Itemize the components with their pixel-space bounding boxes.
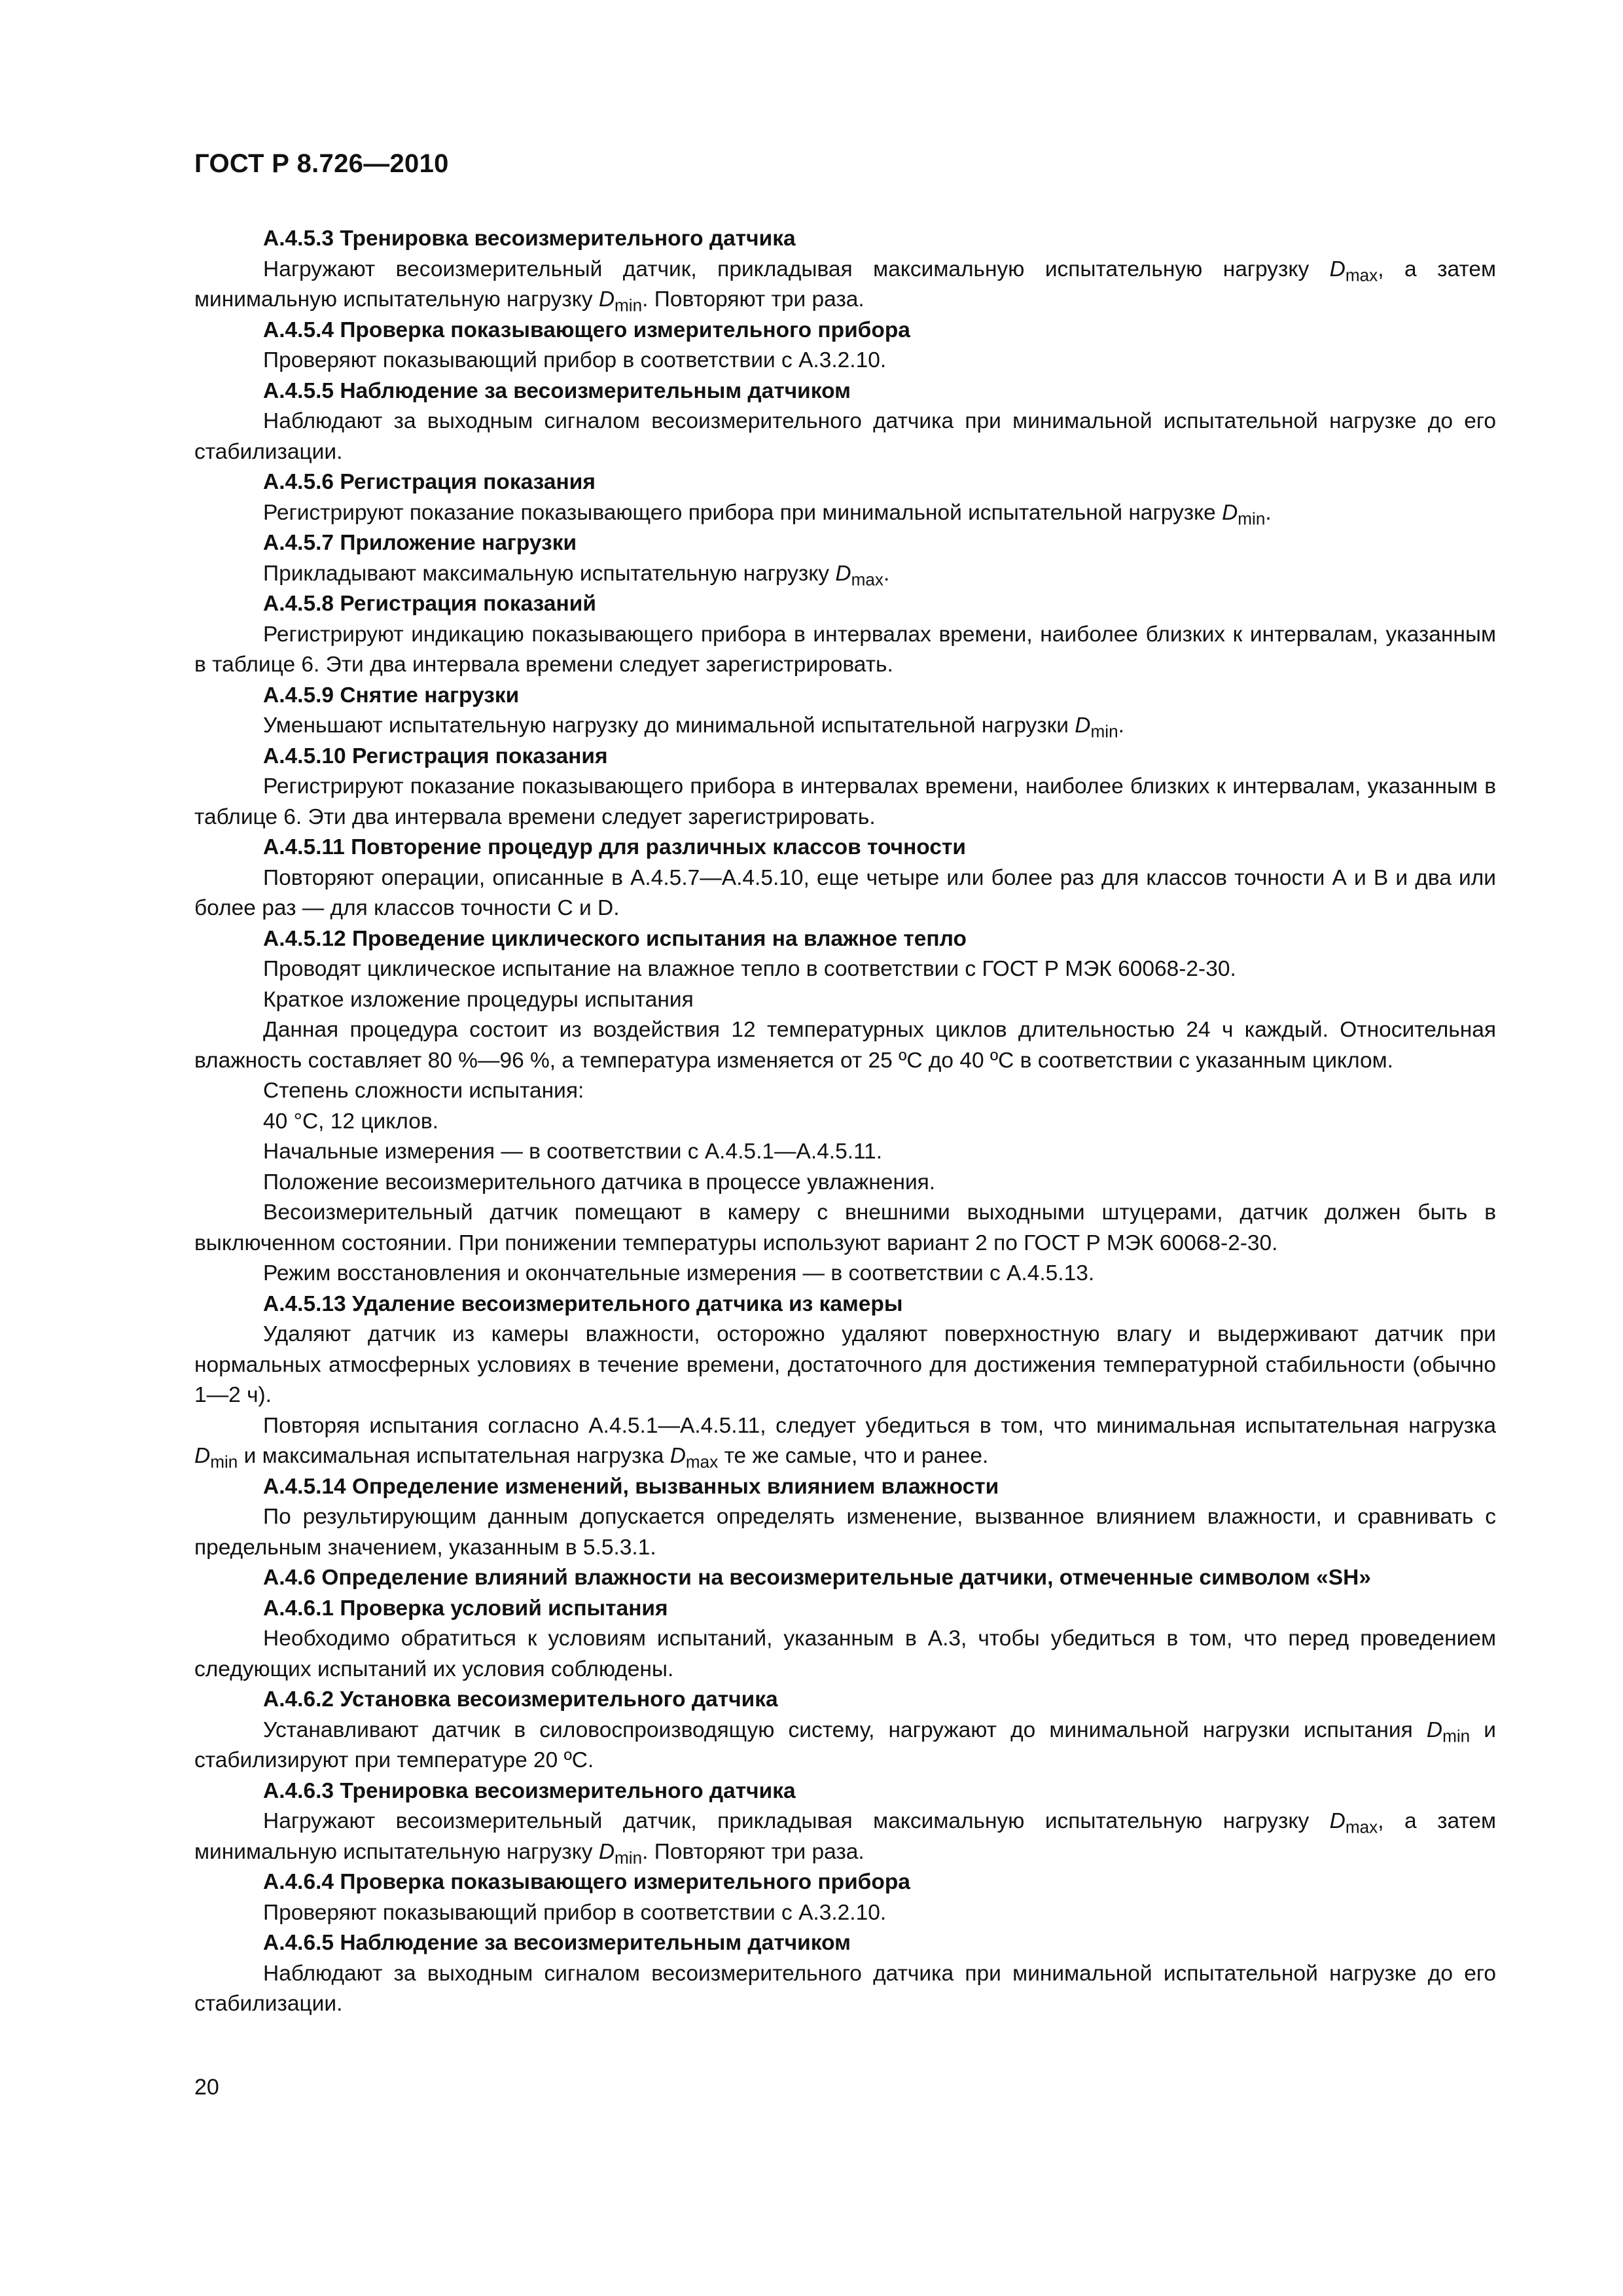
paragraph: Нагружают весоизмерительный датчик, прикладывая максимальную испытательную нагрузку $D_{max}$, а затем минимальную испытательную нагрузку $D_{min}$. Повторяют три раза. [194,257,1496,315]
heading-a4-5-6: А.4.5.6 Регистрация показания [263,470,596,494]
paragraph: Положение весоизмерительного датчика в процессе увлажнения. [263,1170,936,1194]
paragraph: Нагружают весоизмерительный датчик, прикладывая максимальную испытательную нагрузку $D_{max}$, а затем минимальную испытательную нагрузку $D_{min}$. Повторяют три раза. [194,1809,1496,1867]
document-body [194,224,1496,2020]
heading-a4-5-9: А.4.5.9 Снятие нагрузки [263,683,520,708]
paragraph: Прикладывают максимальную испытательную нагрузку $D_{max}$. [263,561,890,589]
heading-a4-5-3: А.4.5.3 Тренировка весоизмерительного датчика [263,226,796,251]
document-header: ГОСТ Р 8.726—2010 [194,149,449,178]
paragraph: Необходимо обратиться к условиям испытаний, указанным в А.3, чтобы убедиться в том, что перед проведением следующих испытаний их условия соблюдены. [194,1626,1496,1681]
paragraph: Регистрируют показание показывающего прибора при минимальной испытательной нагрузке $D_{min}$. [263,500,1272,528]
heading-a4-6-4: А.4.6.4 Проверка показывающего измерительного прибора [263,1870,910,1894]
heading-a4-5-10: А.4.5.10 Регистрация показания [263,744,608,768]
paragraph: Начальные измерения — в соответствии с А.4.5.1—А.4.5.11. [263,1139,883,1164]
heading-a4-5-7: А.4.5.7 Приложение нагрузки [263,531,577,555]
paragraph: Устанавливают датчик в силовоспроизводящую систему, нагружают до минимальной нагрузки испытания $D_{min}$ и стабилизируют при температуре 20 ºC. [194,1717,1496,1772]
paragraph: Весоизмерительный датчик помещают в камеру с внешними выходными штуцерами, датчик должен быть в выключенном состоянии. При понижении температуры используют вариант 2 по ГОСТ Р МЭК 60068-2-30. [194,1200,1496,1255]
paragraph: Повторяют операции, описанные в А.4.5.7—А.4.5.10, еще четыре или более раз для классов точности А и В и два или более раз — для классов точности С и D. [194,865,1496,920]
heading-a4-6-2: А.4.6.2 Установка весоизмерительного датчика [263,1687,778,1712]
heading-a4-6: А.4.6 Определение влияний влажности на весоизмерительные датчики, отмеченные символом «SH» [263,1566,1371,1590]
paragraph: Проверяют показывающий прибор в соответствии с А.3.2.10. [263,1900,887,1925]
heading-a4-6-3: А.4.6.3 Тренировка весоизмерительного датчика [263,1778,796,1803]
heading-a4-5-14: А.4.5.14 Определение изменений, вызванных влиянием влажности [263,1474,999,1499]
heading-a4-5-13: А.4.5.13 Удаление весоизмерительного датчика из камеры [263,1291,903,1316]
paragraph: Повторяя испытания согласно А.4.5.1—А.4.5.11, следует убедиться в том, что минимальная испытательная нагрузка $D_{min}$ и максимальная испытательная нагрузка $D_{max}$ те же самые, что и ранее. [194,1413,1496,1472]
heading-a4-5-5: А.4.5.5 Наблюдение за весоизмерительным датчиком [263,378,851,403]
heading-a4-5-12: А.4.5.12 Проведение циклического испытания на влажное тепло [263,926,967,951]
paragraph: Проверяют показывающий прибор в соответствии с А.3.2.10. [263,348,887,372]
paragraph: Режим восстановления и окончательные измерения — в соответствии с А.4.5.13. [263,1261,1095,1285]
paragraph: По результирующим данным допускается определять изменение, вызванное влиянием влажности, и сравнивать с предельным значением, указанным в 5.5.3.1. [194,1505,1496,1560]
paragraph: Наблюдают за выходным сигналом весоизмерительного датчика при минимальной испытательной нагрузке до его стабилизации. [194,409,1496,464]
heading-a4-5-4: А.4.5.4 Проверка показывающего измерительного прибора [263,317,910,342]
paragraph: Регистрируют индикацию показывающего прибора в интервалах времени, наиболее близких к интервалам, указанным в таблице 6. Эти два интервала времени следует зарегистрировать. [194,622,1496,677]
page-number: 20 [194,2075,219,2100]
paragraph: Удаляют датчик из камеры влажности, осторожно удаляют поверхностную влагу и выдерживают датчик при нормальных атмосферных условиях в течение времени, достаточного для достижения температурной стабильности (обычно 1—2 ч). [194,1322,1496,1407]
paragraph: Степень сложности испытания: [263,1079,584,1103]
paragraph: Данная процедура состоит из воздействия 12 температурных циклов длительностью 24 ч каждый. Относительная влажность составляет 80 %—96 %, а температура изменяется от 25 ºC до 40 ºC в соответствии с указанным циклом. [194,1018,1496,1073]
paragraph: Наблюдают за выходным сигналом весоизмерительного датчика при минимальной испытательной нагрузке до его стабилизации. [194,1961,1496,2016]
heading-a4-6-5: А.4.6.5 Наблюдение за весоизмерительным датчиком [263,1931,851,1955]
paragraph: Уменьшают испытательную нагрузку до минимальной испытательной нагрузки $D_{min}$. [263,713,1124,742]
heading-a4-5-11: А.4.5.11 Повторение процедур для различных классов точности [263,835,966,859]
paragraph: 40 °C, 12 циклов. [263,1109,438,1134]
paragraph: Проводят циклическое испытание на влажное тепло в соответствии с ГОСТ Р МЭК 60068-2-30. [263,957,1236,981]
heading-a4-6-1: А.4.6.1 Проверка условий испытания [263,1596,668,1621]
paragraph: Регистрируют показание показывающего прибора в интервалах времени, наиболее близких к интервалам, указанным в таблице 6. Эти два интервала времени следует зарегистрировать. [194,774,1496,829]
paragraph: Краткое изложение процедуры испытания [263,987,694,1012]
heading-a4-5-8: А.4.5.8 Регистрация показаний [263,592,596,616]
